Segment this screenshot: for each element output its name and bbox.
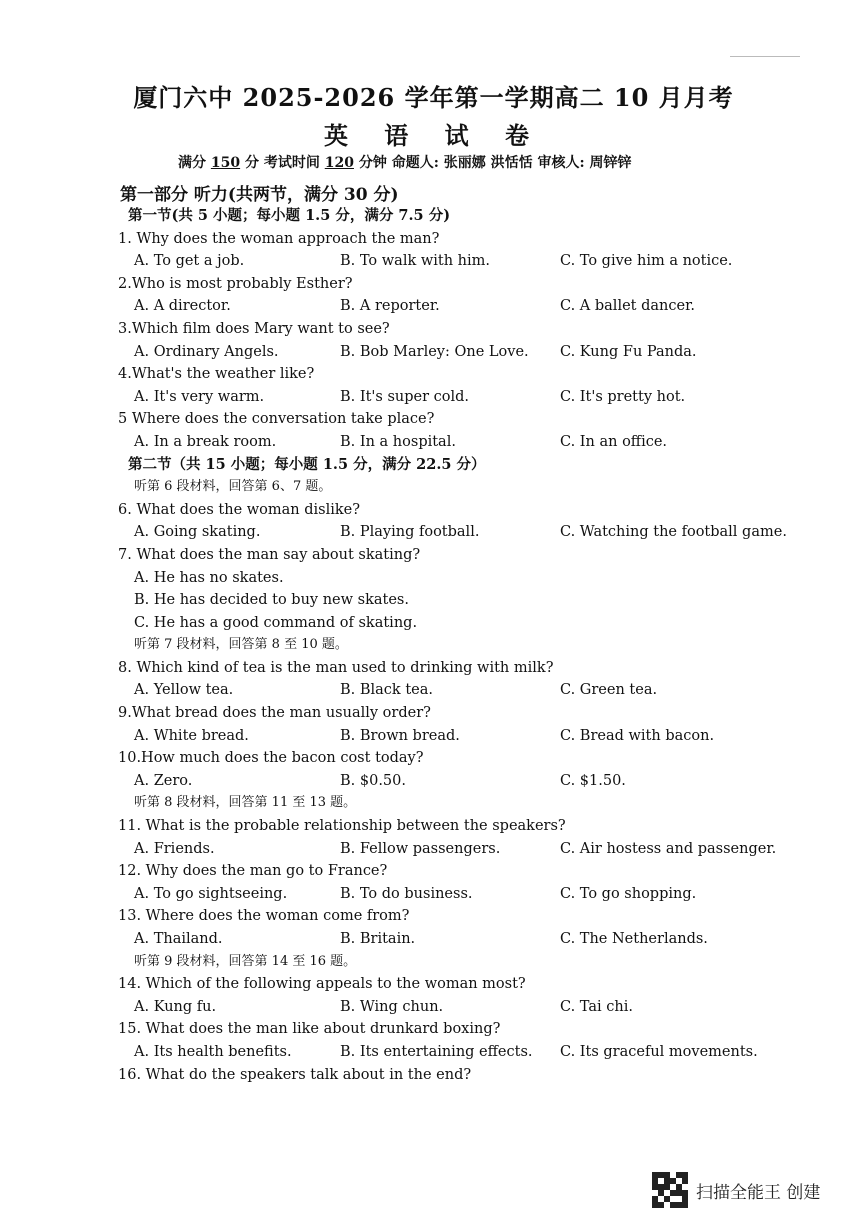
exam-meta [178, 152, 632, 172]
answer-options [118, 928, 818, 951]
option-c: C. Bread with bacon. [560, 727, 715, 744]
option-a: A. Yellow tea. [134, 682, 234, 699]
answer-options [118, 295, 818, 318]
option-a: A. It's very warm. [134, 388, 265, 405]
part1-heading: 第一部分 听力(共两节，满分 30 分) [120, 185, 399, 205]
question-stem: 15. What does the man like about drunkard boxing? [118, 1021, 501, 1038]
option-a: A. In a break room. [134, 433, 277, 450]
question-stem: 9.What bread does the man usually order? [118, 705, 431, 722]
option-b: B. It's super cold. [340, 388, 470, 405]
option-b: B. Black tea. [340, 682, 433, 699]
question-stem: 12. Why does the man go to France? [118, 863, 388, 880]
option-b: B. To walk with him. [340, 253, 491, 270]
question-stem: 11. What is the probable relationship between the speakers? [118, 818, 566, 835]
question-stem: 3.Which film does Mary want to see? [118, 320, 390, 337]
scanner-brand: 扫描全能王 创建 [696, 1182, 821, 1203]
option-c: C. Watching the football game. [560, 524, 787, 541]
option-b: B. To do business. [340, 885, 473, 902]
exam-title: 厦门六中 2025-2026 学年第一学期高二 10 月月考 [133, 83, 734, 112]
answer-options [118, 1041, 818, 1064]
section-heading: 第二节（共 15 小题；每小题 1.5 分，满分 22.5 分） [128, 455, 486, 473]
option-b: B. Bob Marley: One Love. [340, 343, 529, 360]
question-stem: 16. What do the speakers talk about in the end? [118, 1066, 472, 1083]
option-b: B. Brown bread. [340, 727, 460, 744]
option-b: B. Playing football. [340, 524, 480, 541]
option-c: C. Green tea. [560, 682, 658, 699]
option-b: B. Fellow passengers. [340, 840, 501, 857]
option-a: A. To go sightseeing. [134, 885, 288, 902]
material-note: 听第 8 段材料，回答第 11 至 13 题。 [134, 795, 357, 811]
option-c: C. It's pretty hot. [560, 388, 686, 405]
answer-options [118, 725, 818, 748]
answer-options [118, 431, 818, 454]
option-b: B. Britain. [340, 931, 416, 947]
question-stem: 7. What does the man say about skating? [118, 546, 421, 563]
meta-time-prefix: 分 考试时间 [244, 155, 320, 171]
option-b: B. In a hospital. [340, 433, 456, 450]
answer-options [118, 521, 818, 544]
option-b: B. A reporter. [340, 298, 440, 315]
answer-option: B. He has decided to buy new skates. [134, 592, 409, 609]
scan-artifact-line [730, 56, 800, 57]
answer-options [118, 386, 818, 409]
option-b: B. Wing chun. [340, 998, 444, 1015]
question-stem: 6. What does the woman dislike? [118, 501, 361, 518]
option-c: C. In an office. [560, 433, 668, 450]
option-c: C. A ballet dancer. [560, 298, 696, 315]
question-stem: 2.Who is most probably Esther? [118, 275, 353, 292]
answer-options [118, 679, 818, 702]
question-stem: 1. Why does the woman approach the man? [118, 230, 440, 247]
answer-options [118, 341, 818, 364]
option-a: A. Thailand. [134, 931, 223, 947]
option-b: B. Its entertaining effects. [340, 1043, 533, 1060]
material-note: 听第 7 段材料，回答第 8 至 10 题。 [134, 637, 348, 653]
option-a: A. Going skating. [134, 524, 261, 541]
option-b: B. $0.50. [340, 772, 406, 789]
option-a: A. White bread. [134, 727, 249, 744]
answer-option: A. He has no skates. [134, 569, 284, 586]
material-note: 听第 9 段材料，回答第 14 至 16 题。 [134, 953, 357, 969]
option-c: C. To give him a notice. [560, 253, 733, 270]
option-c: C. $1.50. [560, 772, 626, 789]
material-note: 听第 6 段材料，回答第 6、7 题。 [134, 479, 332, 495]
option-a: A. Ordinary Angels. [134, 343, 279, 360]
option-c: C. Tai chi. [560, 998, 633, 1015]
section-heading: 第一节(共 5 小题；每小题 1.5 分，满分 7.5 分) [128, 207, 451, 224]
question-stem: 14. Which of the following appeals to the woman most? [118, 976, 526, 993]
question-stem: 10.How much does the bacon cost today? [118, 750, 424, 767]
question-stem: 8. Which kind of tea is the man used to drinking with milk? [118, 659, 554, 676]
meta-authors: 分钟 命题人: 张丽娜 洪恬恬 审核人: 周锌锌 [358, 155, 632, 171]
option-c: C. The Netherlands. [560, 931, 708, 947]
option-a: A. A director. [134, 298, 231, 315]
answer-options [118, 250, 818, 273]
exam-subtitle: 英 语 试 卷 [323, 121, 544, 150]
meta-full-score-prefix: 满分 [178, 155, 206, 171]
scanner-watermark [652, 1172, 820, 1208]
option-c: C. Air hostess and passenger. [560, 840, 777, 857]
option-a: A. Zero. [134, 772, 193, 789]
option-c: C. Kung Fu Panda. [560, 343, 697, 360]
option-a: A. Friends. [134, 840, 215, 857]
answer-options [118, 883, 818, 906]
answer-options [118, 838, 818, 861]
meta-full-score: 150 [210, 155, 241, 171]
option-a: A. To get a job. [134, 253, 245, 270]
option-c: C. To go shopping. [560, 885, 697, 902]
option-a: A. Kung fu. [134, 998, 217, 1015]
answer-options [118, 996, 818, 1019]
question-stem: 13. Where does the woman come from? [118, 908, 410, 925]
qr-code-icon [652, 1172, 688, 1208]
option-a: A. Its health benefits. [134, 1043, 292, 1060]
option-c: C. Its graceful movements. [560, 1043, 758, 1060]
answer-options [118, 770, 818, 793]
question-stem: 4.What's the weather like? [118, 366, 315, 383]
question-list [118, 205, 818, 1086]
question-stem: 5 Where does the conversation take place? [118, 411, 435, 428]
meta-time: 120 [324, 155, 354, 171]
answer-option: C. He has a good command of skating. [134, 614, 418, 631]
